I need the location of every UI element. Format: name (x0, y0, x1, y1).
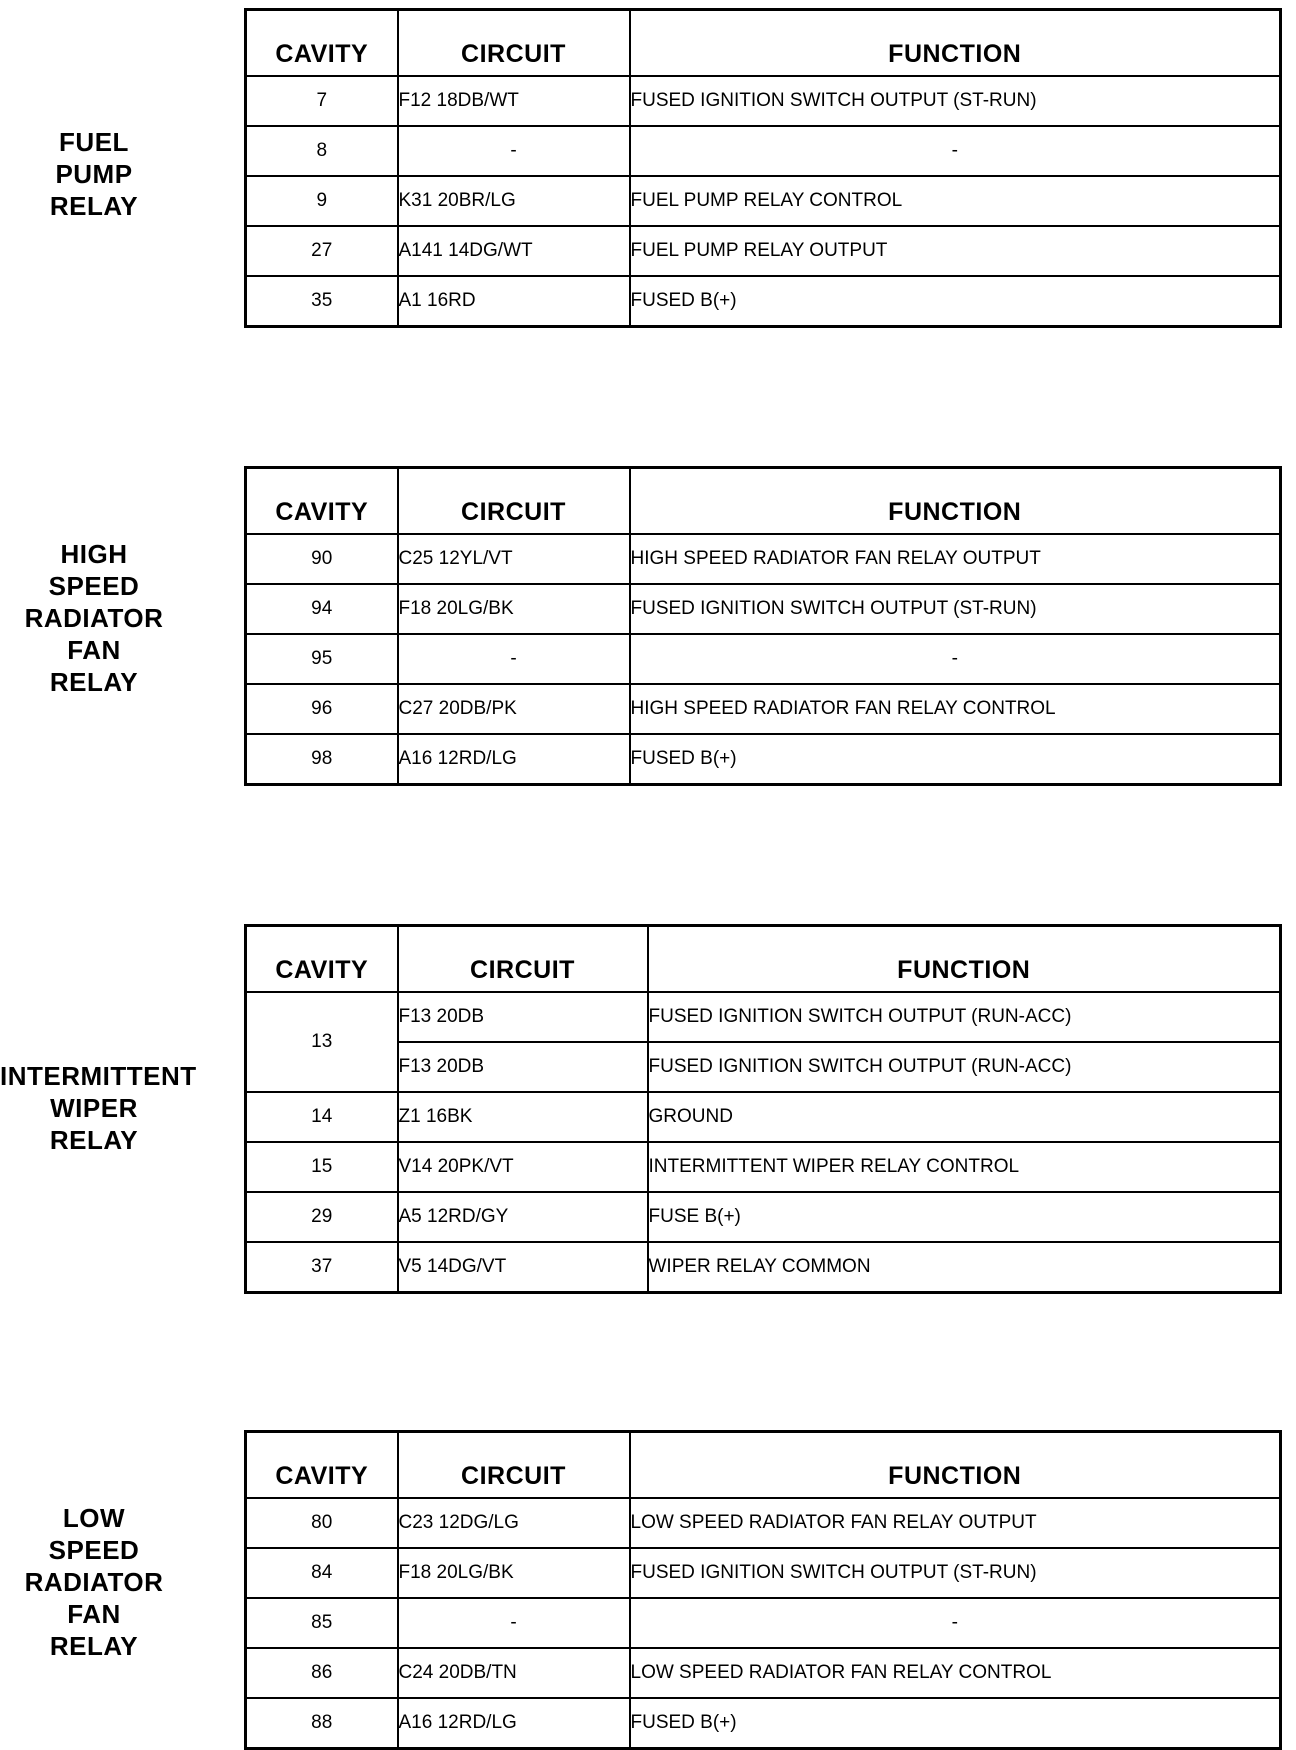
cavity-cell: 98 (246, 734, 398, 785)
function-cell: - (630, 126, 1281, 176)
circuit-cell: C24 20DB/TN (398, 1648, 630, 1698)
function-cell: FUSED IGNITION SWITCH OUTPUT (ST-RUN) (630, 1548, 1281, 1598)
section-label (0, 538, 188, 698)
function-cell: WIPER RELAY COMMON (648, 1242, 1281, 1293)
circuit-cell: F13 20DB (398, 992, 648, 1042)
table-row (246, 1548, 1281, 1598)
function-cell: - (630, 634, 1281, 684)
table-row (246, 1598, 1281, 1648)
circuit-cell: F18 20LG/BK (398, 584, 630, 634)
cavity-header: CAVITY (246, 926, 398, 993)
circuit-cell: V14 20PK/VT (398, 1142, 648, 1192)
function-cell: LOW SPEED RADIATOR FAN RELAY CONTROL (630, 1648, 1281, 1698)
cavity-cell: 37 (246, 1242, 398, 1293)
section-label-line: RADIATOR (24, 1567, 164, 1597)
cavity-cell: 88 (246, 1698, 398, 1749)
function-cell: FUSED B(+) (630, 1698, 1281, 1749)
function-header: FUNCTION (648, 926, 1281, 993)
circuit-cell: - (398, 1598, 630, 1648)
function-cell: FUSED IGNITION SWITCH OUTPUT (RUN-ACC) (648, 992, 1281, 1042)
function-cell: FUSED B(+) (630, 734, 1281, 785)
section-label-line: FUEL (59, 127, 129, 157)
cavity-cell: 84 (246, 1548, 398, 1598)
table-row (246, 684, 1281, 734)
table-row (246, 534, 1281, 584)
cavity-cell: 95 (246, 634, 398, 684)
cavity-cell: 86 (246, 1648, 398, 1698)
table-header-row (246, 10, 1281, 77)
connector-table (244, 924, 1282, 1294)
table-row (246, 1042, 1281, 1092)
table-row (246, 1142, 1281, 1192)
table-row (246, 76, 1281, 126)
cavity-cell: 90 (246, 534, 398, 584)
section-label-line: RELAY (49, 191, 139, 221)
circuit-cell: F18 20LG/BK (398, 1548, 630, 1598)
circuit-cell: - (398, 634, 630, 684)
table-row (246, 584, 1281, 634)
function-header: FUNCTION (630, 1432, 1281, 1499)
cavity-cell: 15 (246, 1142, 398, 1192)
section-label-line: RELAY (49, 667, 139, 697)
circuit-cell: A5 12RD/GY (398, 1192, 648, 1242)
section-label-line: RADIATOR (24, 603, 164, 633)
circuit-cell: Z1 16BK (398, 1092, 648, 1142)
circuit-cell: A16 12RD/LG (398, 1698, 630, 1749)
circuit-header: CIRCUIT (398, 468, 630, 535)
connector-table (244, 466, 1282, 786)
section-label (0, 126, 188, 222)
table-row (246, 1498, 1281, 1548)
function-cell: FUSE B(+) (648, 1192, 1281, 1242)
table-row (246, 1648, 1281, 1698)
cavity-cell: 96 (246, 684, 398, 734)
table-header-row (246, 926, 1281, 993)
table-row (246, 992, 1281, 1042)
function-cell: INTERMITTENT WIPER RELAY CONTROL (648, 1142, 1281, 1192)
section-label-line: RELAY (49, 1631, 139, 1661)
section-label-line: RELAY (49, 1125, 139, 1155)
cavity-cell: 94 (246, 584, 398, 634)
cavity-cell: 29 (246, 1192, 398, 1242)
cavity-cell: 14 (246, 1092, 398, 1142)
circuit-header: CIRCUIT (398, 1432, 630, 1499)
table-row (246, 1092, 1281, 1142)
function-cell: FUSED IGNITION SWITCH OUTPUT (ST-RUN) (630, 584, 1281, 634)
function-cell: GROUND (648, 1092, 1281, 1142)
cavity-cell: 13 (246, 992, 398, 1092)
circuit-cell: K31 20BR/LG (398, 176, 630, 226)
section-label (0, 1502, 188, 1662)
function-header: FUNCTION (630, 468, 1281, 535)
table-row (246, 1192, 1281, 1242)
circuit-cell: F13 20DB (398, 1042, 648, 1092)
table-header-row (246, 1432, 1281, 1499)
function-cell: FUSED B(+) (630, 276, 1281, 327)
cavity-cell: 8 (246, 126, 398, 176)
function-cell: FUEL PUMP RELAY OUTPUT (630, 226, 1281, 276)
section-label-line: INTERMITTENT (0, 1061, 197, 1091)
circuit-cell: F12 18DB/WT (398, 76, 630, 126)
cavity-cell: 7 (246, 76, 398, 126)
section-label-line: HIGH (60, 539, 128, 569)
circuit-header: CIRCUIT (398, 10, 630, 77)
circuit-header: CIRCUIT (398, 926, 648, 993)
section-label-line: WIPER (50, 1093, 138, 1123)
function-cell: LOW SPEED RADIATOR FAN RELAY OUTPUT (630, 1498, 1281, 1548)
cavity-cell: 35 (246, 276, 398, 327)
table-row (246, 734, 1281, 785)
table-row (246, 226, 1281, 276)
function-cell: HIGH SPEED RADIATOR FAN RELAY CONTROL (630, 684, 1281, 734)
section-label-line: FAN (67, 1599, 121, 1629)
table-header-row (246, 468, 1281, 535)
circuit-cell: A141 14DG/WT (398, 226, 630, 276)
function-cell: FUSED IGNITION SWITCH OUTPUT (ST-RUN) (630, 76, 1281, 126)
function-header: FUNCTION (630, 10, 1281, 77)
function-cell: FUEL PUMP RELAY CONTROL (630, 176, 1281, 226)
table-row (246, 1698, 1281, 1749)
cavity-header: CAVITY (246, 468, 398, 535)
cavity-header: CAVITY (246, 10, 398, 77)
function-cell: HIGH SPEED RADIATOR FAN RELAY OUTPUT (630, 534, 1281, 584)
section-label-line: FAN (67, 635, 121, 665)
circuit-cell: V5 14DG/VT (398, 1242, 648, 1293)
cavity-header: CAVITY (246, 1432, 398, 1499)
cavity-cell: 9 (246, 176, 398, 226)
connector-table (244, 8, 1282, 328)
table-row (246, 634, 1281, 684)
table-row (246, 126, 1281, 176)
circuit-cell: A1 16RD (398, 276, 630, 327)
cavity-cell: 85 (246, 1598, 398, 1648)
section-label-line: SPEED (48, 1535, 140, 1565)
function-cell: - (630, 1598, 1281, 1648)
circuit-cell: C23 12DG/LG (398, 1498, 630, 1548)
circuit-cell: C27 20DB/PK (398, 684, 630, 734)
cavity-cell: 80 (246, 1498, 398, 1548)
connector-table (244, 1430, 1282, 1750)
section-label-line: PUMP (55, 159, 133, 189)
circuit-cell: - (398, 126, 630, 176)
table-row (246, 1242, 1281, 1293)
table-row (246, 276, 1281, 327)
section-label-line: SPEED (48, 571, 140, 601)
table-row (246, 176, 1281, 226)
circuit-cell: A16 12RD/LG (398, 734, 630, 785)
circuit-cell: C25 12YL/VT (398, 534, 630, 584)
section-label (0, 1060, 197, 1156)
function-cell: FUSED IGNITION SWITCH OUTPUT (RUN-ACC) (648, 1042, 1281, 1092)
cavity-cell: 27 (246, 226, 398, 276)
section-label-line: LOW (62, 1503, 126, 1533)
